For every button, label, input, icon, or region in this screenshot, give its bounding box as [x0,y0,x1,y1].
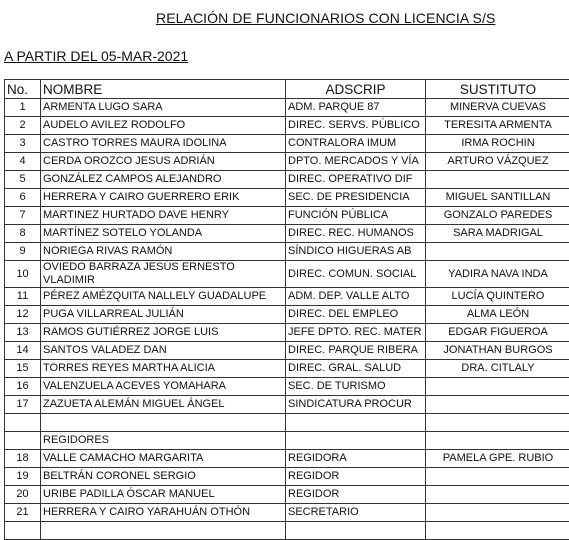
cell-adscrip: DPTO. MERCADOS Y VÍA [286,153,426,171]
cell-adscrip: ADM. DEP. VALLE ALTO [286,288,426,306]
table-row [5,360,569,378]
cell-sustituto: PAMELA GPE. RUBIO [426,450,569,468]
cell-sustituto [426,243,569,261]
cell-nombre: URIBE PADILLA ÓSCAR MANUEL [41,486,286,504]
cell-nombre: GONZÁLEZ CAMPOS ALEJANDRO [41,171,286,189]
blank-cell [426,414,569,432]
officials-table [4,79,569,540]
table-row [5,189,569,207]
table-row [5,171,569,189]
cell-nombre: BELTRÁN CORONEL SERGIO [41,468,286,486]
cell-no: 1 [5,99,41,117]
cell-nombre: TORRES REYES MARTHA ALICIA [41,360,286,378]
table-row [5,135,569,153]
cell-no: 14 [5,342,41,360]
blank-cell [5,522,41,540]
table-row [5,468,569,486]
cell-sustituto [426,171,569,189]
blank-row [5,522,569,540]
blank-cell [5,432,41,450]
cell-nombre: PÉREZ AMÉZQUITA NALLELY GUADALUPE [41,288,286,306]
cell-sustituto: EDGAR FIGUEROA [426,324,569,342]
cell-adscrip: SEC. DE TURISMO [286,378,426,396]
cell-nombre: MARTÍNEZ SOTELO YOLANDA [41,225,286,243]
nombre-word: BARRAZA [88,261,141,273]
cell-nombre: HERRERA Y CAIRO GUERRERO ERIK [41,189,286,207]
table-row [5,396,569,414]
blank-row [5,414,569,432]
nombre-line-1 [43,261,283,274]
cell-nombre: CERDA OROZCO JESUS ADRIÁN [41,153,286,171]
header-sustituto: SUSTITUTO [426,80,569,99]
table-row [5,288,569,306]
header-nombre: NOMBRE [41,80,286,99]
cell-sustituto: SARA MADRIGAL [426,225,569,243]
cell-adscrip: CONTRALORA IMUM [286,135,426,153]
cell-sustituto: DRA. CITLALY [426,360,569,378]
nombre-word: ERNESTO [181,261,235,273]
cell-no: 21 [5,504,41,522]
cell-sustituto: MIGUEL SANTILLAN [426,189,569,207]
cell-adscrip: ADM. PARQUE 87 [286,99,426,117]
cell-no: 3 [5,135,41,153]
table-row [5,261,569,288]
cell-sustituto [426,486,569,504]
cell-adscrip: REGIDOR [286,486,426,504]
blank-cell [41,414,286,432]
table-row [5,117,569,135]
table-body-second [5,288,569,414]
cell-no: 20 [5,486,41,504]
table-row [5,243,569,261]
header-adscrip: ADSCRIP [286,80,426,99]
table-row [5,342,569,360]
cell-no: 4 [5,153,41,171]
cell-adscrip: FUNCIÓN PÚBLICA [286,207,426,225]
cell-adscrip: SEC. DE PRESIDENCIA [286,189,426,207]
nombre-word: JESÚS [143,261,179,273]
cell-nombre: CASTRO TORRES MAURA IDOLINA [41,135,286,153]
section-label-regidores: REGIDORES [41,432,286,450]
cell-nombre: VALLE CAMACHO MARGARITA [41,450,286,468]
cell-sustituto: GONZALO PAREDES [426,207,569,225]
cell-nombre: ARMENTA LUGO SARA [41,99,286,117]
cell-nombre: NORIEGA RIVAS RAMÓN [41,243,286,261]
table-body-trailing [5,522,569,540]
cell-no: 17 [5,396,41,414]
cell-no: 18 [5,450,41,468]
cell-sustituto: TERESITA ARMENTA [426,117,569,135]
blank-cell [426,432,569,450]
table-row [5,99,569,117]
cell-sustituto: LUCÍA QUINTERO [426,288,569,306]
nombre-line-2: VLADIMIR [43,274,95,286]
table-row [5,450,569,468]
section-row [5,432,569,450]
cell-no: 15 [5,360,41,378]
cell-no: 19 [5,468,41,486]
table-row [5,504,569,522]
cell-no: 12 [5,306,41,324]
cell-adscrip: JEFE DPTO. REC. MATER [286,324,426,342]
cell-nombre: MARTINEZ HURTADO DAVE HENRY [41,207,286,225]
blank-cell [426,522,569,540]
table-row [5,486,569,504]
blank-cell [286,414,426,432]
cell-adscrip: DIREC. DEL EMPLEO [286,306,426,324]
cell-adscrip: SÍNDICO HIGUERAS AB [286,243,426,261]
cell-nombre: ZAZUETA ALEMÁN MIGUEL ÁNGEL [41,396,286,414]
table-row [5,324,569,342]
cell-nombre: RAMOS GUTIÉRREZ JORGE LUIS [41,324,286,342]
cell-no: 2 [5,117,41,135]
cell-adscrip: DIREC. PARQUE RIBERA [286,342,426,360]
table-body-regidores [5,450,569,522]
cell-sustituto [426,468,569,486]
table-row [5,207,569,225]
table-body-first [5,99,569,261]
cell-nombre: VALENZUELA ACEVES YOMAHARA [41,378,286,396]
cell-no: 11 [5,288,41,306]
blank-cell [5,414,41,432]
blank-cell [286,522,426,540]
cell-adscrip: DIREC. OPERATIVO DIF [286,171,426,189]
cell-nombre: PUGA VILLARREAL JULIÁN [41,306,286,324]
cell-adscrip: DIREC. SERVS. PÚBLICO [286,117,426,135]
table-body-section [5,414,569,450]
cell-sustituto [426,504,569,522]
cell-sustituto: ARTURO VÁZQUEZ [426,153,569,171]
cell-nombre: HERRERA Y CAIRO YARAHUÁN OTHÓN [41,504,286,522]
cell-adscrip: SECRETARIO [286,504,426,522]
cell-no: 13 [5,324,41,342]
nombre-word: OVIEDO [43,261,86,273]
cell-no: 6 [5,189,41,207]
document-subtitle: A PARTIR DEL 05-MAR-2021 [4,48,189,64]
cell-sustituto: YADIRA NAVA INDA [426,261,569,288]
document-title: RELACIÓN DE FUNCIONARIOS CON LICENCIA S/S [156,10,496,26]
cell-sustituto: ALMA LEÓN [426,306,569,324]
blank-cell [286,432,426,450]
cell-no: 7 [5,207,41,225]
cell-no: 10 [5,261,41,288]
cell-adscrip: SINDICATURA PROCUR [286,396,426,414]
blank-cell [41,522,286,540]
table-row [5,306,569,324]
table-header-row [5,80,569,99]
table-row [5,378,569,396]
cell-adscrip: REGIDORA [286,450,426,468]
cell-sustituto [426,396,569,414]
cell-no: 9 [5,243,41,261]
cell-sustituto: MINERVA CUEVAS [426,99,569,117]
cell-sustituto: JONATHAN BURGOS [426,342,569,360]
cell-no: 16 [5,378,41,396]
cell-sustituto: IRMA ROCHIN [426,135,569,153]
cell-no: 8 [5,225,41,243]
cell-nombre: SANTOS VALADEZ DAN [41,342,286,360]
table-row [5,153,569,171]
cell-sustituto [426,378,569,396]
table-row [5,225,569,243]
cell-adscrip: DIREC. GRAL. SALUD [286,360,426,378]
table-body-row10 [5,261,569,288]
cell-nombre [41,261,286,288]
header-no: No. [5,80,41,99]
cell-adscrip: REGIDOR [286,468,426,486]
cell-nombre: AUDELO AVILEZ RODOLFO [41,117,286,135]
cell-no: 5 [5,171,41,189]
cell-adscrip: DIREC. COMUN. SOCIAL [286,261,426,288]
cell-adscrip: DIREC. REC. HUMANOS [286,225,426,243]
